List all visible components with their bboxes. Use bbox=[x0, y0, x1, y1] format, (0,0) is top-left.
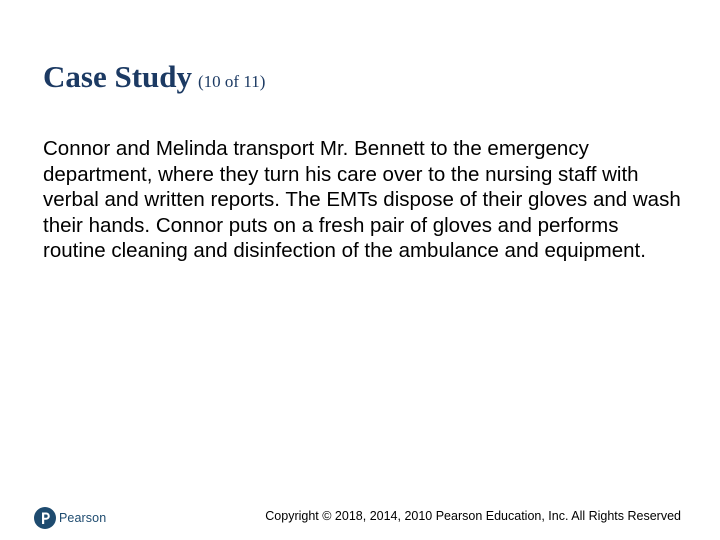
pearson-logo-text: Pearson bbox=[59, 511, 107, 525]
pearson-p-icon bbox=[34, 507, 56, 529]
slide-title-suffix: (10 of 11) bbox=[198, 72, 266, 91]
pearson-logo bbox=[34, 505, 106, 531]
body-paragraph: Connor and Melinda transport Mr. Bennett to the emergency department, where they turn his care over to the nursing staff with verbal and written reports. The EMTs dispose of their gloves and wash their hands. Connor puts on a fresh pair of gloves and performs routine cleaning and disinfection of the ambulance and equipment. bbox=[43, 137, 681, 262]
slide-title-main: Case Study bbox=[43, 59, 193, 94]
copyright-notice: Copyright © 2018, 2014, 2010 Pearson Education, Inc. All Rights Reserved bbox=[265, 509, 681, 523]
slide-title bbox=[43, 58, 265, 101]
